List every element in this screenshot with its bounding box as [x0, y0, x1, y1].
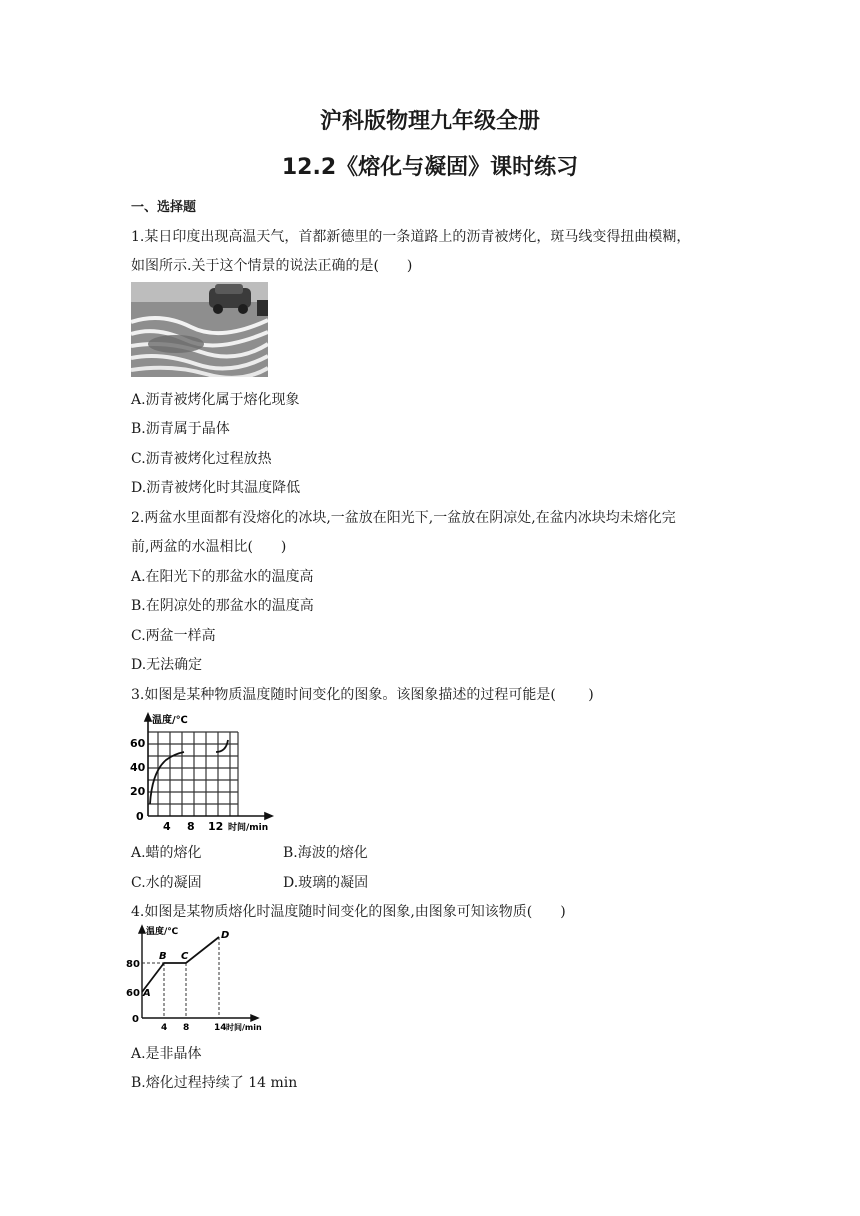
y-tick-80: 80 — [126, 959, 140, 970]
y-axis-arrow — [139, 926, 145, 933]
y-axis-label: 温度/℃ — [152, 715, 188, 726]
x-tick-4: 4 — [161, 1023, 168, 1032]
y-tick-20: 20 — [130, 785, 146, 798]
point-c-label: C — [181, 951, 189, 962]
x-tick-8: 8 — [187, 820, 195, 833]
y-tick-40: 40 — [130, 761, 146, 774]
question-2-option-a: A.在阳光下的那盆水的温度高 — [131, 569, 314, 585]
question-1-option-c: C.沥青被烤化过程放热 — [131, 451, 272, 467]
question-1-option-a: A.沥青被烤化属于熔化现象 — [131, 392, 300, 408]
question-3-option-d: D.玻璃的凝固 — [283, 875, 369, 891]
point-d-label: D — [221, 930, 230, 941]
y-axis-label: 温度/℃ — [146, 927, 179, 937]
melting-curve — [142, 937, 219, 992]
question-3-option-b: B.海波的熔化 — [283, 845, 368, 861]
question-3-option-c: C.水的凝固 — [131, 875, 202, 891]
page-subtitle: 12.2《熔化与凝固》课时练习 — [281, 155, 579, 180]
section-label: 一、选择题 — [131, 200, 197, 215]
x-axis-arrow — [265, 813, 272, 819]
x-axis-label: 时间/min — [228, 823, 269, 833]
question-3-stem: 3.如图是某种物质温度随时间变化的图象。该图象描述的过程可能是( ) — [131, 687, 594, 703]
point-b-label: B — [159, 951, 167, 962]
y-tick-0: 0 — [136, 810, 144, 823]
rising-curve — [150, 752, 184, 804]
page-title: 沪科版物理九年级全册 — [319, 109, 540, 134]
question-4-stem: 4.如图是某物质熔化时温度随时间变化的图象,由图象可知该物质( ) — [131, 904, 566, 920]
x-axis-label: 时间/min — [226, 1023, 262, 1032]
melted-road-photo — [131, 282, 268, 377]
question-1-option-d: D.沥青被烤化时其温度降低 — [131, 480, 301, 496]
y-axis-arrow — [145, 714, 151, 721]
question-2-stem-line1: 2.两盆水里面都有没熔化的冰块,一盆放在阳光下,一盆放在阴凉处,在盆内冰块均未熔化完 — [131, 510, 676, 526]
question-2-option-c: C.两盆一样高 — [131, 628, 216, 644]
question-2-stem-line2: 前,两盆的水温相比( ) — [131, 539, 287, 555]
question-1-option-b: B.沥青属于晶体 — [131, 421, 230, 437]
question-2-option-d: D.无法确定 — [131, 657, 203, 673]
question-4-option-b: B.熔化过程持续了 14 min — [131, 1075, 298, 1091]
point-a-label: A — [143, 988, 151, 999]
x-tick-14: 14 — [214, 1023, 227, 1032]
y-tick-60: 60 — [130, 737, 146, 750]
x-axis-arrow — [251, 1015, 258, 1021]
y-tick-0: 0 — [132, 1014, 139, 1025]
question-1-stem-line1: 1.某日印度出现高温天气，首都新德里的一条道路上的沥青被烤化，斑马线变得扭曲模糊， — [131, 229, 691, 245]
x-tick-12: 12 — [208, 820, 224, 833]
question-1-stem-line2: 如图所示.关于这个情景的说法正确的是( ) — [131, 258, 413, 274]
question-4-melting-graph — [126, 924, 268, 1032]
x-tick-4: 4 — [163, 820, 171, 833]
question-4-option-a: A.是非晶体 — [131, 1046, 202, 1062]
x-tick-8: 8 — [183, 1023, 190, 1032]
question-3-temperature-graph — [128, 712, 278, 834]
question-2-option-b: B.在阴凉处的那盆水的温度高 — [131, 598, 314, 614]
question-3-option-a: A.蜡的熔化 — [131, 845, 202, 861]
y-tick-60: 60 — [126, 988, 140, 999]
